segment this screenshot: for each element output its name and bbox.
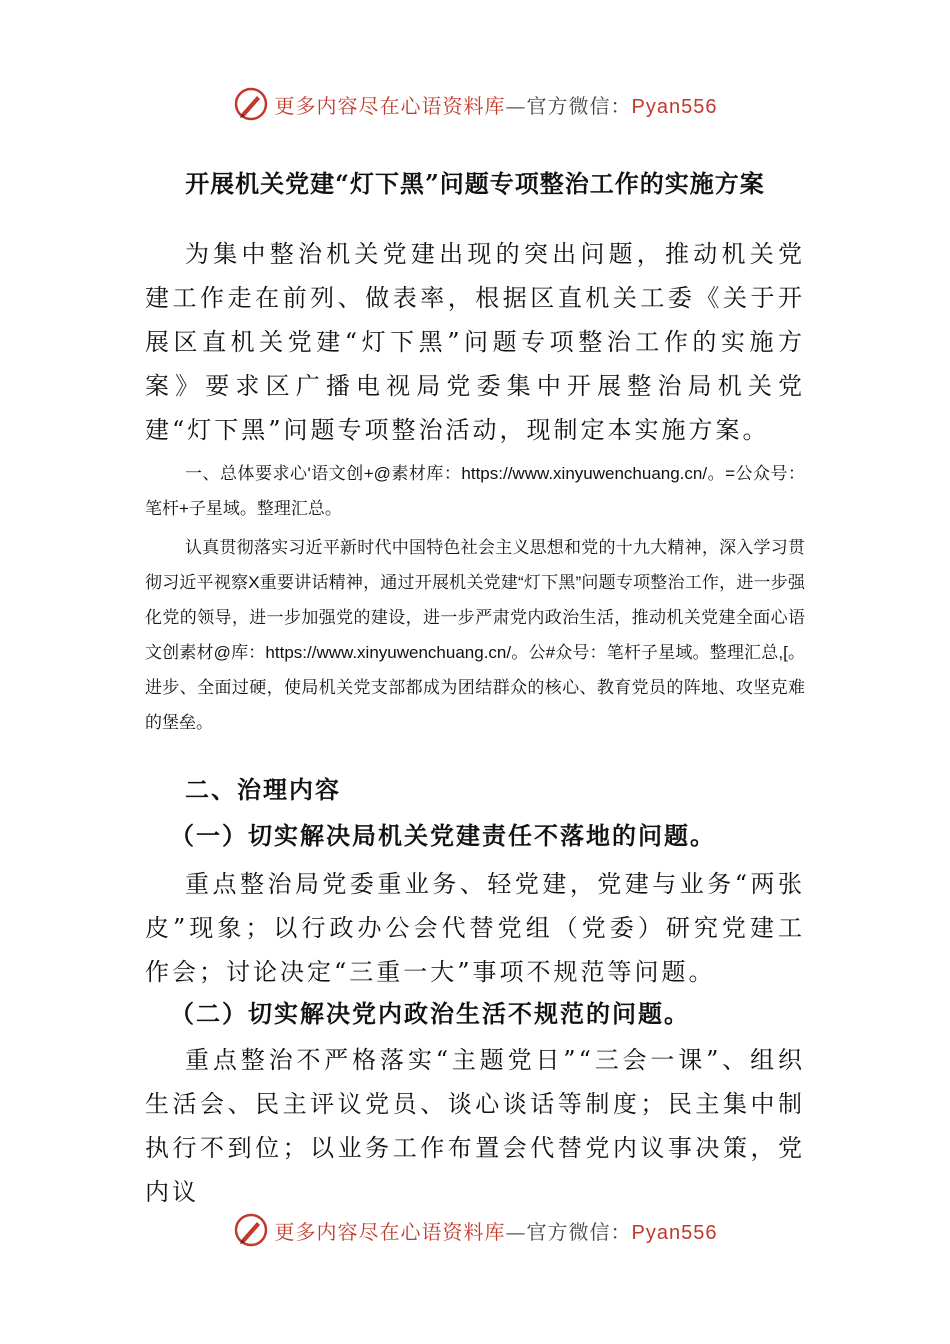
banner-main-text: 更多内容尽在心语资料库 bbox=[274, 1219, 506, 1244]
banner-text bbox=[275, 90, 718, 119]
banner-wechat-id: Pyan556 bbox=[631, 95, 718, 118]
section1-body: 认真贯彻落实习近平新时代中国特色社会主义思想和党的十九大精神，深入学习贯彻习近平视察X重要讲话精神，通过开展机关党建“灯下黑”问题专项整治工作，进一步强化党的领导，进一步加强党的建设，进一步严肃党内政治生活，推动机关党建全面心语文创素材@库：https://www.xinyuwenchuang.cn/。公#众号：笔杆子星域。整理汇总,[。进步、全面过硬，使局机关党支部都成为团结群众的核心、教育党员的阵地、攻坚克难的堡垒。 bbox=[145, 538, 805, 732]
banner-wechat-label: 官方微信： bbox=[526, 93, 632, 118]
pen-logo-icon bbox=[233, 86, 269, 122]
banner-separator: — bbox=[505, 1219, 527, 1244]
intro-paragraph: 为集中整治机关党建出现的突出问题，推动机关党建工作走在前列、做表率，根据区直机关工委《关于开展区直机关党建“灯下黑”问题专项整治工作的实施方案》要求区广播电视局党委集中开展整治局机关党建“灯下黑”问题专项整治活动，现制定本实施方案。 bbox=[145, 240, 805, 444]
footer-banner bbox=[0, 1208, 950, 1252]
banner-text bbox=[275, 1216, 718, 1245]
header-banner bbox=[0, 82, 950, 126]
document-title: 开展机关党建“灯下黑”问题专项整治工作的实施方案 bbox=[185, 169, 765, 198]
banner-wechat-id: Pyan556 bbox=[631, 1221, 718, 1244]
banner-separator: — bbox=[505, 93, 527, 118]
banner-wechat-label: 官方微信： bbox=[526, 1219, 632, 1244]
sub2-heading: （二）切实解决党内政治生活不规范的问题。 bbox=[170, 999, 690, 1028]
banner-main-text: 更多内容尽在心语资料库 bbox=[274, 93, 506, 118]
pen-logo-icon bbox=[233, 1212, 269, 1248]
sub1-body: 重点整治局党委重业务、轻党建，党建与业务“两张皮”现象；以行政办公会代替党组（党委）研究党建工作会；讨论决定“三重一大”事项不规范等问题。 bbox=[145, 870, 805, 986]
section1-line: 一、总体要求心'语文创+@素材库：https://www.xinyuwenchuang.cn/。=公众号：笔杆+子星域。整理汇总。 bbox=[145, 464, 805, 518]
sub1-heading: （一）切实解决局机关党建责任不落地的问题。 bbox=[170, 821, 716, 850]
sub2-body: 重点整治不严格落实“主题党日”“三会一课”、组织生活会、民主评议党员、谈心谈话等制度；民主集中制执行不到位；以业务工作布置会代替党内议事决策，党内议 bbox=[145, 1046, 805, 1206]
section2-heading: 二、治理内容 bbox=[185, 775, 341, 804]
